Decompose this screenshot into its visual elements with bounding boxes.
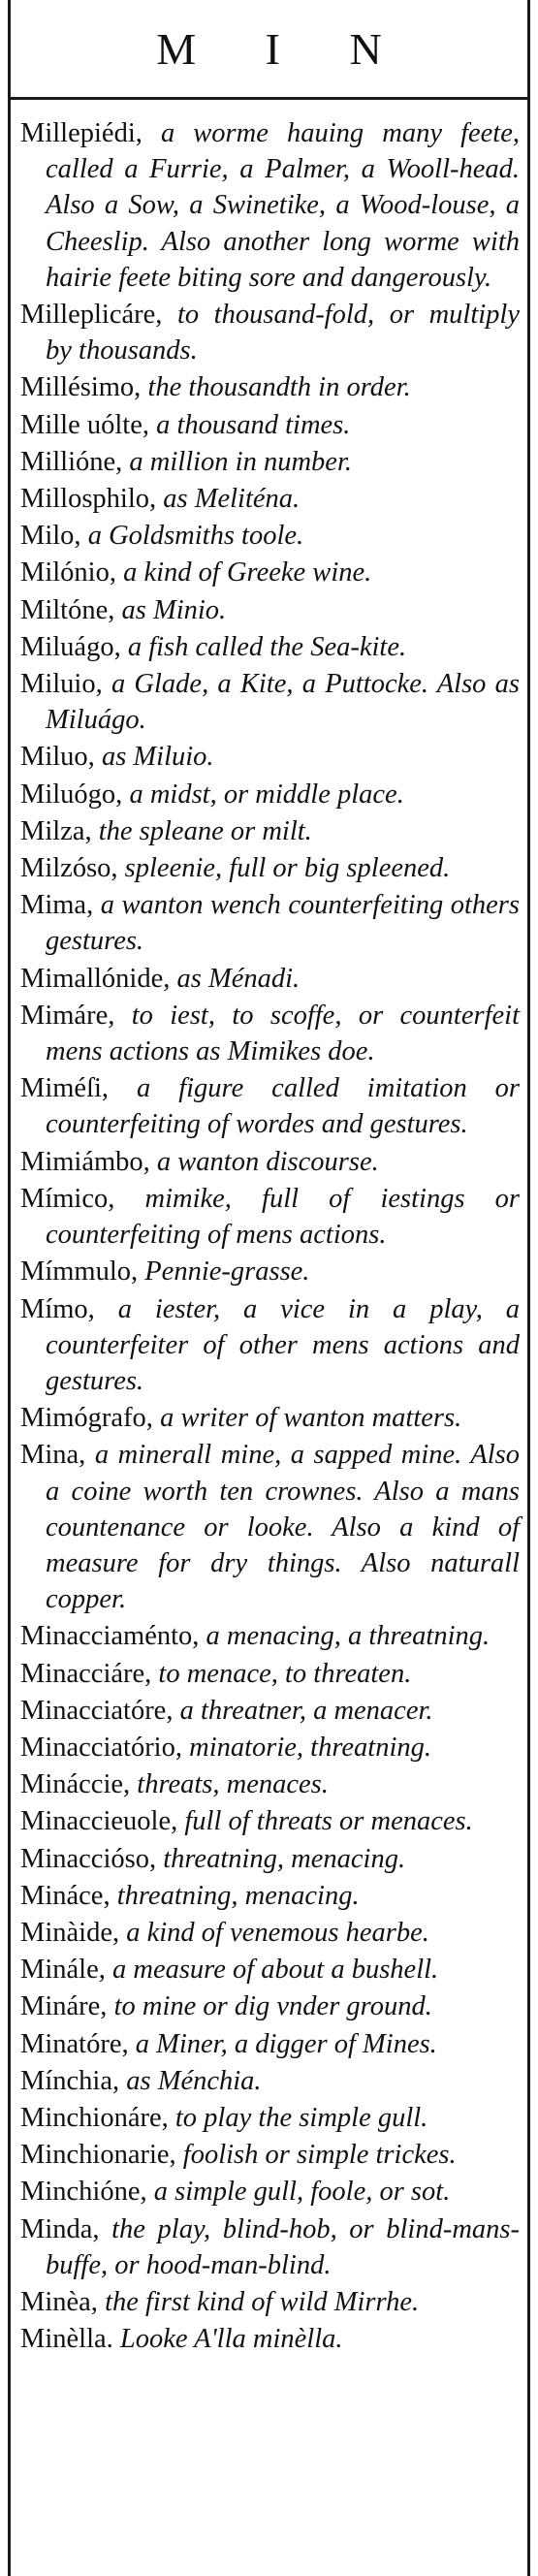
- entry-definition: threats, menaces.: [130, 1769, 329, 1800]
- dictionary-entry: [20, 1730, 520, 1765]
- entry-definition: a kind of venemous hearbe.: [119, 1917, 429, 1948]
- entry-definition: a midst, or middle place.: [122, 779, 404, 810]
- entry-definition: a simple gull, foole, or sot.: [146, 2177, 451, 2208]
- dictionary-page: [8, 0, 530, 2576]
- dictionary-entry: [20, 1878, 520, 1914]
- entry-definition: full of threats or menaces.: [177, 1806, 473, 1837]
- entry-definition: a figure called imitation or counterfeiting of wordes and gestures.: [46, 1073, 520, 1140]
- dictionary-entry: [20, 629, 520, 665]
- dictionary-entry: [20, 1766, 520, 1802]
- entry-headword: Miltóne,: [20, 594, 115, 625]
- entry-definition: a threatner, a menacer.: [173, 1695, 433, 1726]
- dictionary-entry: [20, 777, 520, 812]
- dictionary-entry: [20, 739, 520, 775]
- entry-definition: foolish or simple trickes.: [175, 2140, 457, 2171]
- dictionary-entry: [20, 1291, 520, 1400]
- entry-headword: Minacciatóre,: [20, 1695, 174, 1726]
- entry-headword: Miméſi,: [20, 1073, 110, 1104]
- entry-headword: Mimógrafo,: [20, 1403, 153, 1434]
- entry-definition: Looke A'lla minèlla.: [112, 2324, 343, 2355]
- entry-headword: Mímico,: [20, 1183, 115, 1214]
- entry-headword: Mímmulo,: [20, 1256, 139, 1288]
- entry-headword: Minále,: [20, 1955, 106, 1986]
- dictionary-entry: [20, 407, 520, 443]
- entry-definition: the first kind of wild Mirrhe.: [97, 2286, 420, 2317]
- entry-headword: Milzóso,: [20, 853, 118, 884]
- entry-definition: a Glade, a Kite, a Puttocke. Also as Miluágo.: [46, 669, 520, 736]
- dictionary-entry: [20, 1618, 520, 1654]
- entry-headword: Mima,: [20, 890, 94, 921]
- entry-definition: a measure of about a bushell.: [105, 1955, 439, 1986]
- entry-headword: Milónio,: [20, 557, 116, 588]
- entry-headword: Millióne,: [20, 446, 123, 477]
- entry-headword: Minchionarie,: [20, 2140, 176, 2171]
- dictionary-entry: [20, 2100, 520, 2136]
- entry-definition: as Minio.: [114, 594, 227, 625]
- dictionary-entry: [20, 2284, 520, 2320]
- running-head: M I N: [156, 23, 411, 74]
- dictionary-entry: [20, 1656, 520, 1692]
- entry-headword: Minèlla.: [20, 2324, 113, 2355]
- entry-definition: a million in number.: [122, 446, 353, 477]
- entry-definition: a writer of wanton matters.: [152, 1403, 462, 1434]
- entry-definition: as Miluio.: [94, 742, 214, 773]
- running-head-row: [11, 0, 527, 100]
- entry-definition: to menace, to threaten.: [151, 1658, 412, 1689]
- entry-headword: Miluo,: [20, 742, 95, 773]
- dictionary-entry: [20, 297, 520, 368]
- dictionary-entry: [20, 1988, 520, 2024]
- entry-list: [11, 100, 527, 2357]
- dictionary-entry: [20, 2211, 520, 2283]
- entry-headword: Minaccieuole,: [20, 1806, 178, 1837]
- entry-definition: a thousand times.: [148, 409, 351, 440]
- entry-headword: Minàide,: [20, 1917, 120, 1948]
- entry-definition: threatning, menacing.: [156, 1843, 406, 1874]
- entry-definition: a Goldsmiths toole.: [80, 521, 304, 552]
- dictionary-entry: [20, 555, 520, 590]
- dictionary-entry: [20, 1144, 520, 1180]
- entry-headword: Minèa,: [20, 2286, 98, 2317]
- entry-definition: a menacing, a threatning.: [199, 1621, 491, 1652]
- entry-headword: Milza,: [20, 815, 92, 846]
- entry-headword: Miluio,: [20, 669, 103, 700]
- dictionary-entry: [20, 481, 520, 517]
- dictionary-entry: [20, 1803, 520, 1839]
- dictionary-entry: [20, 1181, 520, 1253]
- dictionary-entry: [20, 2026, 520, 2062]
- entry-headword: Mímo,: [20, 1293, 95, 1324]
- entry-headword: Mimáre,: [20, 1000, 115, 1031]
- entry-definition: a minerall mine, a sapped mine. Also a coine worth ten crownes. Also a mans countenance or looke. Also a kind of measure for dry things. Also naturall copper.: [46, 1440, 520, 1615]
- dictionary-entry: [20, 592, 520, 628]
- dictionary-entry: [20, 998, 520, 1069]
- entry-headword: Mimiámbo,: [20, 1146, 150, 1177]
- entry-definition: to mine or dig vnder ground.: [107, 1991, 432, 2022]
- entry-definition: as Ménadi.: [170, 963, 301, 994]
- entry-headword: Millosphilo,: [20, 484, 157, 515]
- entry-headword: Mináre,: [20, 1991, 108, 2022]
- entry-definition: a fish called the Sea-kite.: [120, 631, 407, 662]
- entry-headword: Millésimo,: [20, 372, 142, 403]
- entry-headword: Minacciaménto,: [20, 1621, 200, 1652]
- dictionary-entry: [20, 2174, 520, 2210]
- dictionary-entry: [20, 887, 520, 959]
- entry-headword: Minchióne,: [20, 2177, 147, 2208]
- dictionary-entry: [20, 813, 520, 849]
- entry-definition: a worme hauing many feete, called a Furrie, a Palmer, a Wooll-head. Also a Sow, a Swinetike, a Wood-louse, a Cheeslip. Also another long worme with hairie feete biting sore and dangerously.: [46, 118, 520, 293]
- entry-definition: the spleane or milt.: [91, 815, 312, 846]
- entry-headword: Mille uólte,: [20, 409, 149, 440]
- entry-definition: as Meliténa.: [156, 484, 301, 515]
- entry-headword: Miluógo,: [20, 779, 123, 810]
- entry-definition: a wanton wench counterfeiting others gestures.: [46, 890, 520, 957]
- entry-definition: spleenie, full or big spleened.: [117, 853, 451, 884]
- entry-headword: Minchionáre,: [20, 2102, 169, 2133]
- entry-definition: as Ménchia.: [119, 2065, 262, 2096]
- entry-definition: the thousandth in order.: [141, 372, 411, 403]
- entry-headword: Mináce,: [20, 1880, 111, 1911]
- entry-headword: Minatóre,: [20, 2028, 129, 2059]
- dictionary-entry: [20, 1400, 520, 1436]
- entry-headword: Millepiédi,: [20, 118, 142, 148]
- dictionary-entry: [20, 1915, 520, 1951]
- entry-headword: Miluágo,: [20, 631, 121, 662]
- entry-headword: Mináccie,: [20, 1769, 131, 1800]
- dictionary-entry: [20, 1693, 520, 1729]
- entry-headword: Minda,: [20, 2213, 100, 2244]
- dictionary-entry: [20, 850, 520, 886]
- dictionary-entry: [20, 1254, 520, 1289]
- entry-definition: threatning, menacing.: [110, 1880, 360, 1911]
- dictionary-entry: [20, 369, 520, 405]
- dictionary-entry: [20, 961, 520, 997]
- dictionary-entry: [20, 115, 520, 296]
- entry-headword: Minacciáre,: [20, 1658, 152, 1689]
- dictionary-entry: [20, 2063, 520, 2099]
- dictionary-entry: [20, 2137, 520, 2173]
- dictionary-entry: [20, 1437, 520, 1617]
- entry-headword: Mínchia,: [20, 2065, 120, 2096]
- entry-headword: Minaccióso,: [20, 1843, 157, 1874]
- entry-headword: Mina,: [20, 1440, 86, 1471]
- dictionary-entry: [20, 666, 520, 738]
- entry-headword: Milo,: [20, 521, 81, 552]
- dictionary-entry: [20, 1841, 520, 1877]
- entry-definition: minatorie, threatning.: [181, 1732, 431, 1763]
- entry-definition: to thousand-fold, or multiply by thousands.: [46, 300, 520, 366]
- entry-definition: to play the simple gull.: [168, 2102, 428, 2133]
- entry-definition: a kind of Greeke wine.: [115, 557, 372, 588]
- dictionary-entry: [20, 518, 520, 554]
- entry-definition: mimike, full of iestings or counterfeiting of mens actions.: [46, 1183, 520, 1251]
- entry-definition: a iester, a vice in a play, a counterfeiter of other mens actions and gestures.: [46, 1293, 520, 1396]
- entry-headword: Minacciatório,: [20, 1732, 182, 1763]
- entry-definition: to iest, to scoffe, or counterfeit mens actions as Mimikes doe.: [46, 1000, 520, 1067]
- dictionary-entry: [20, 1070, 520, 1142]
- entry-definition: a wanton discourse.: [149, 1146, 379, 1177]
- entry-definition: a Miner, a digger of Mines.: [128, 2028, 437, 2059]
- dictionary-entry: [20, 444, 520, 480]
- dictionary-entry: [20, 1952, 520, 1988]
- dictionary-entry: [20, 2321, 520, 2357]
- entry-headword: Milleplicáre,: [20, 300, 163, 331]
- entry-definition: Pennie-grasse.: [138, 1256, 310, 1288]
- entry-headword: Mimallónide,: [20, 963, 171, 994]
- entry-definition: the play, blind-hob, or blind-mans-buffe, or hood-man-blind.: [46, 2213, 520, 2280]
